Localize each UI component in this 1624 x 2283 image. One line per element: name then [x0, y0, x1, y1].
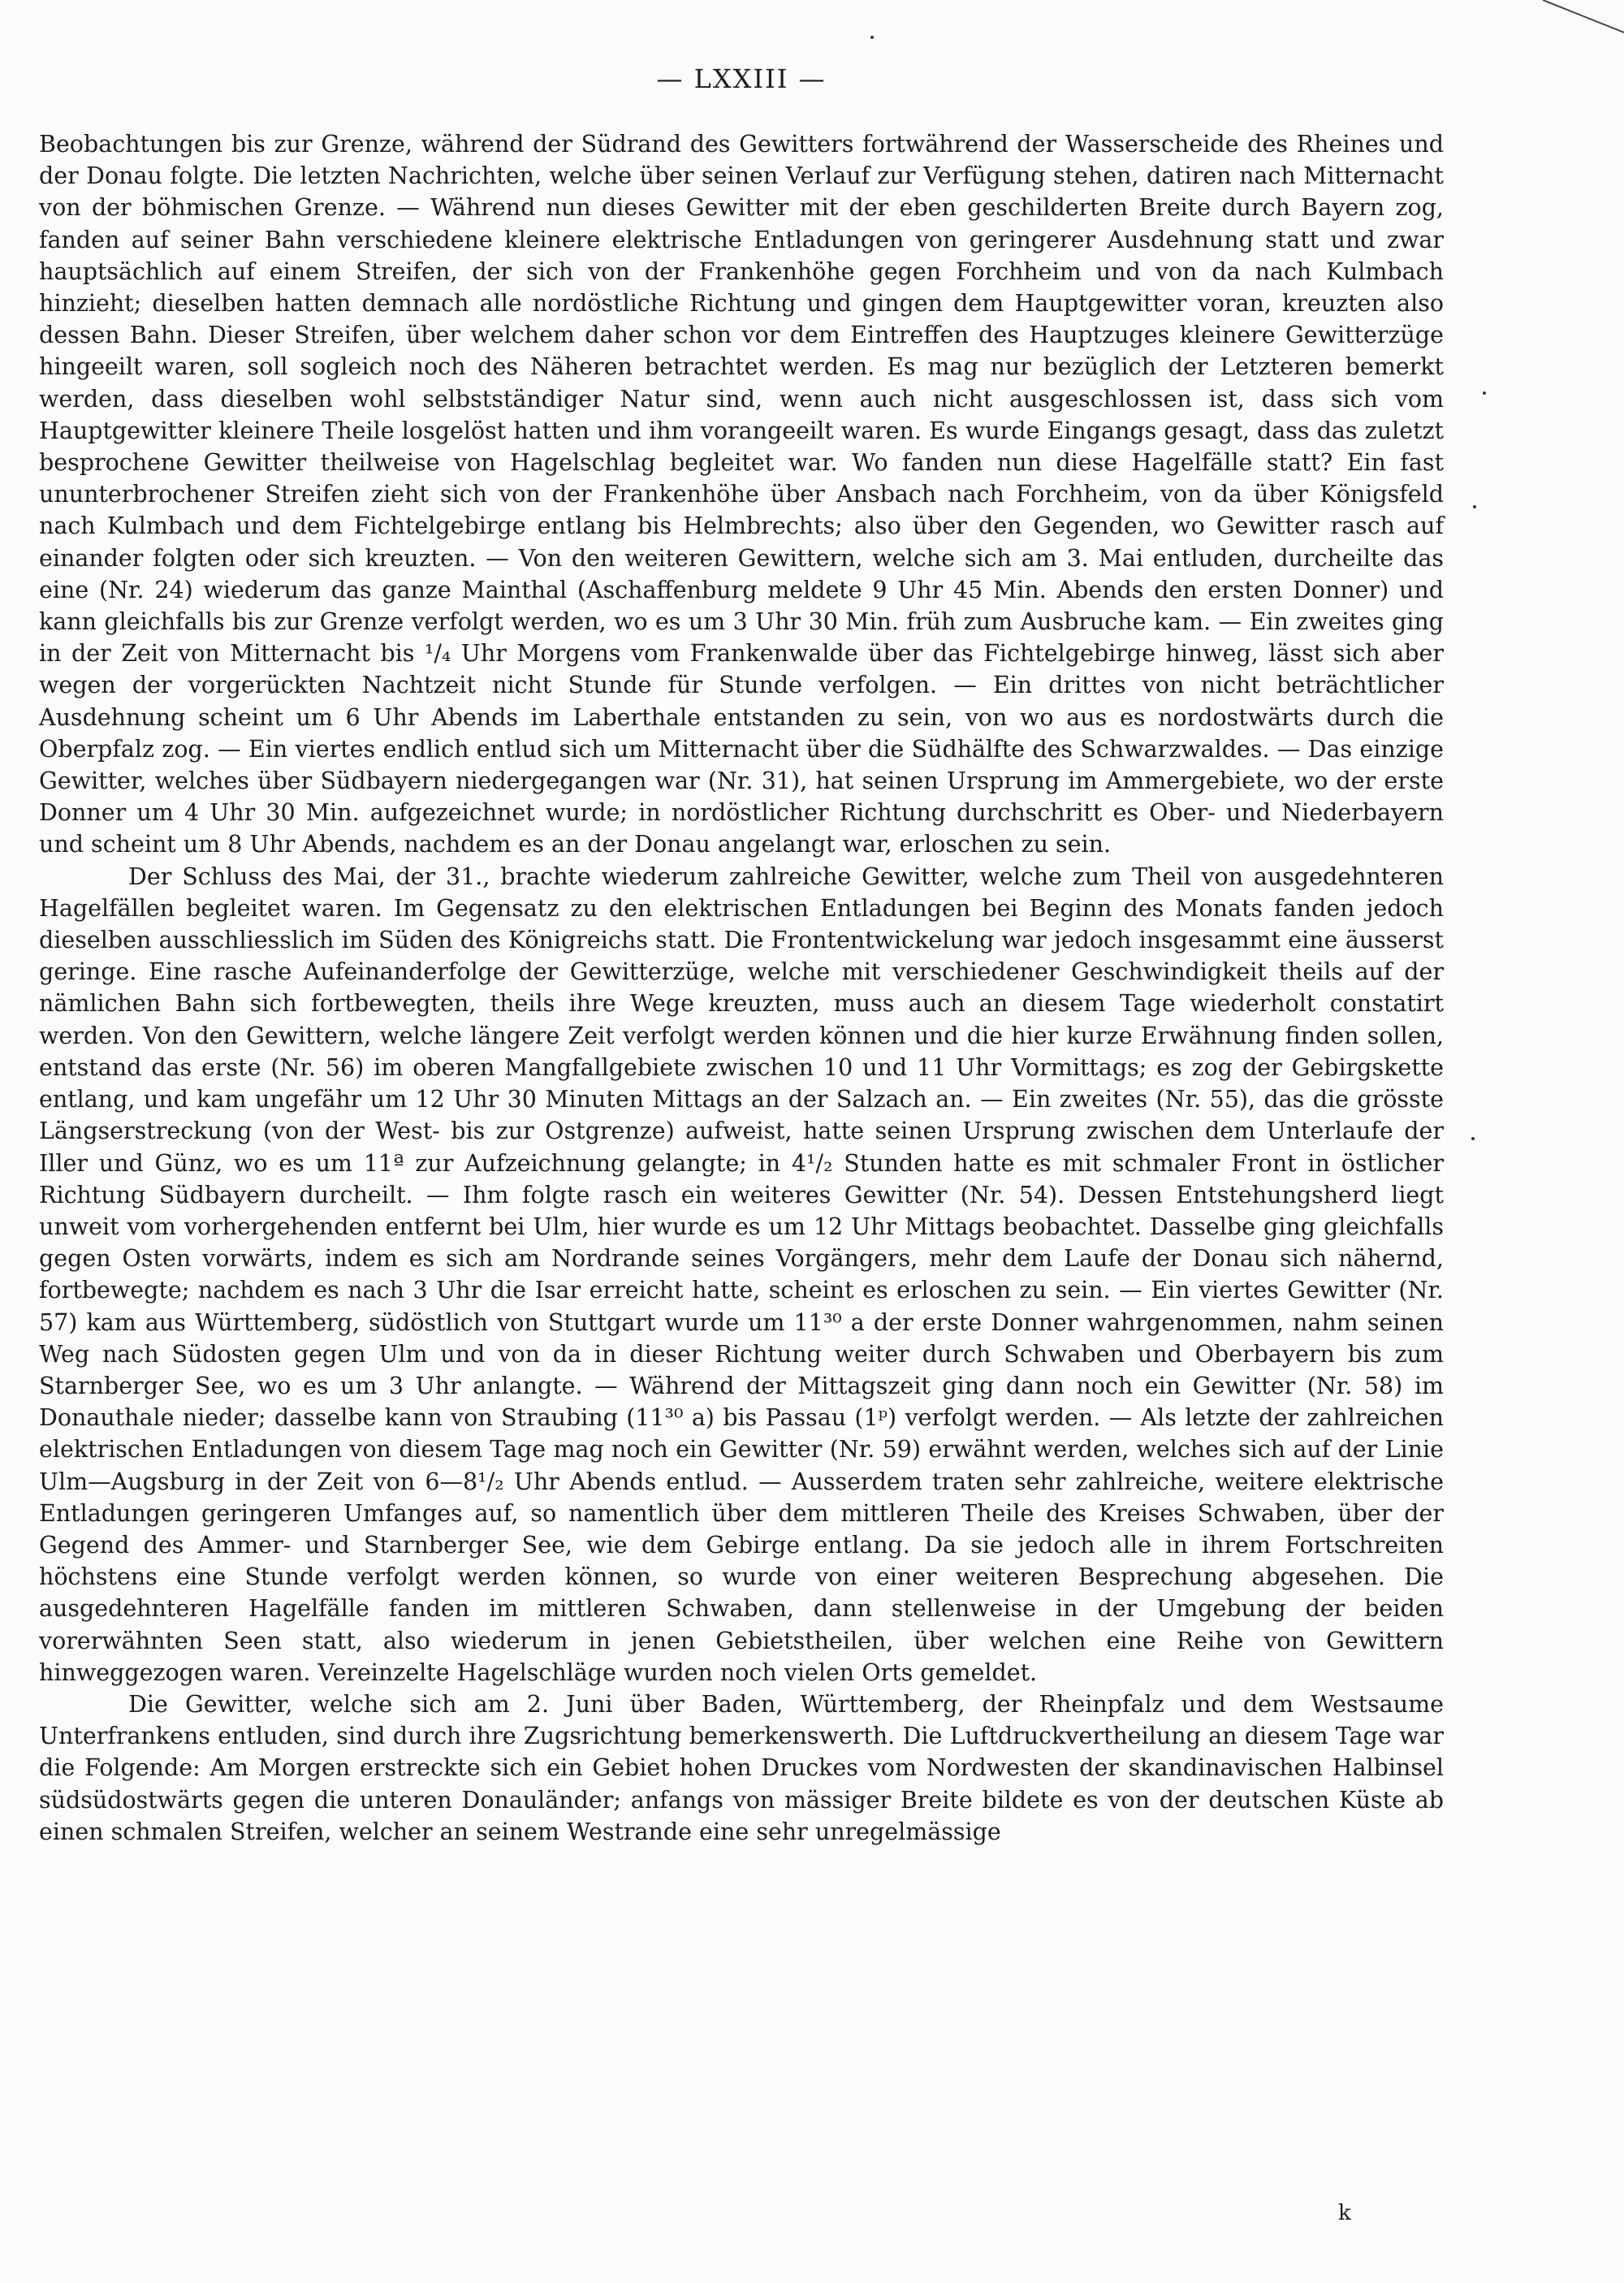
paragraph-3: Die Gewitter, welche sich am 2. Juni über Baden, Württemberg, der Rheinpfalz und dem Westsaume Unterfrankens entluden, sind durch ihre Zugsrichtung bemerkenswerth. Die Luftdruckvertheilung an diesem Tage war die Folgende: Am Morgen erstreckte sich ein Gebiet hohen Druckes vom Nordwesten der skandinavischen Halbinsel südsüdostwärts gegen die unteren Donauländer; anfangs von mässiger Breite bildete es von der deutschen Küste ab einen schmalen Streifen, welcher an seinem Westrande eine sehr unregelmässige: [39, 1690, 1444, 1845]
page-corner-fold: [1527, 0, 1624, 49]
speck-mark: [1473, 505, 1476, 508]
page-number-header: — LXXIII —: [656, 63, 827, 94]
speck-mark: [1483, 391, 1486, 395]
paragraph-1: Beobachtungen bis zur Grenze, während der Südrand des Gewitters fortwährend der Wasserscheide des Rheines und der Donau folgte. Die letzten Nachrichten, welche über seinen Verlauf zur Verfügung stehen, datiren nach Mitternacht von der böhmischen Grenze. — Während nun dieses Gewitter mit der eben geschilderten Breite durch Bayern zog, fanden auf seiner Bahn verschiedene kleinere elektrische Entladungen von geringerer Ausdehnung statt und zwar hauptsächlich auf einem Streifen, der sich von der Frankenhöhe gegen Forchheim und von da nach Kulmbach hinzieht; dieselben hatten demnach alle nordöstliche Richtung und gingen dem Hauptgewitter voran, kreuzten also dessen Bahn. Dieser Streifen, über welchem daher schon vor dem Eintreffen des Hauptzuges kleinere Gewitterzüge hingeeilt waren, soll sogleich noch des Näheren betrachtet werden. Es mag nur bezüglich der Letzteren bemerkt werden, dass dieselben wohl selbstständiger Natur sind, wenn auch nicht ausgeschlossen ist, dass sich vom Hauptgewitter kleinere Theile losgelöst hatten und ihm vorangeeilt waren. Es wurde Eingangs gesagt, dass das zuletzt besprochene Gewitter theilweise von Hagelschlag begleitet war. Wo fanden nun diese Hagelfälle statt? Ein fast ununterbrochener Streifen zieht sich von der Frankenhöhe über Ansbach nach Forchheim, von da über Königsfeld nach Kulmbach und dem Fichtelgebirge entlang bis Helmbrechts; also über den Gegenden, wo Gewitter rasch auf einander folgten oder sich kreuzten. — Von den weiteren Gewittern, welche sich am 3. Mai entluden, durcheilte das eine (Nr. 24) wiederum das ganze Mainthal (Aschaffenburg meldete 9 Uhr 45 Min. Abends den ersten Donner) und kann gleichfalls bis zur Grenze verfolgt werden, wo es um 3 Uhr 30 Min. früh zum Ausbruche kam. — Ein zweites ging in der Zeit von Mitternacht bis ¹/₄ Uhr Morgens vom Frankenwalde über das Fichtelgebirge hinweg, lässt sich aber wegen der vorgerückten Nachtzeit nicht Stunde für Stunde verfolgen. — Ein drittes von nicht beträchtlicher Ausdehnung scheint um 6 Uhr Abends im Laberthale entstanden zu sein, von wo aus es nordostwärts durch die Oberpfalz zog. — Ein viertes endlich entlud sich um Mitternacht über die Südhälfte des Schwarzwaldes. — Das einzige Gewitter, welches über Südbayern niedergegangen war (Nr. 31), hat seinen Ursprung im Ammergebiete, wo der erste Donner um 4 Uhr 30 Min. aufgezeichnet wurde; in nordöstlicher Richtung durchschritt es Ober- und Niederbayern und scheint um 8 Uhr Abends, nachdem es an der Donau angelangt war, erloschen zu sein.: [39, 131, 1444, 858]
paragraph-2: Der Schluss des Mai, der 31., brachte wiederum zahlreiche Gewitter, welche zum Theil von ausgedehnteren Hagelfällen begleitet waren. Im Gegensatz zu den elektrischen Entladungen bei Beginn des Monats fanden jedoch dieselben ausschliesslich im Süden des Königreichs statt. Die Frontentwickelung war jedoch insgesammt eine äusserst geringe. Eine rasche Aufeinanderfolge der Gewitterzüge, welche mit verschiedener Geschwindigkeit theils auf der nämlichen Bahn sich fortbewegten, theils ihre Wege kreuzten, muss auch an diesem Tage wiederholt constatirt werden. Von den Gewittern, welche längere Zeit verfolgt werden können und die hier kurze Erwähnung finden sollen, entstand das erste (Nr. 56) im oberen Mangfallgebiete zwischen 10 und 11 Uhr Vormittags; es zog der Gebirgskette entlang, und kam ungefähr um 12 Uhr 30 Minuten Mittags an der Salzach an. — Ein zweites (Nr. 55), das die grösste Längserstreckung (von der West- bis zur Ostgrenze) aufweist, hatte seinen Ursprung zwischen dem Unterlaufe der Iller und Günz, wo es um 11ª zur Aufzeichnung gelangte; in 4¹/₂ Stunden hatte es mit schmaler Front in östlicher Richtung Südbayern durcheilt. — Ihm folgte rasch ein weiteres Gewitter (Nr. 54). Dessen Entstehungsherd liegt unweit vom vorhergehenden entfernt bei Ulm, hier wurde es um 12 Uhr Mittags beobachtet. Dasselbe ging gleichfalls gegen Osten vorwärts, indem es sich am Nordrande seines Vorgängers, mehr dem Laufe der Donau sich nähernd, fortbewegte; nachdem es nach 3 Uhr die Isar erreicht hatte, scheint es erloschen zu sein. — Ein viertes Gewitter (Nr. 57) kam aus Württemberg, südöstlich von Stuttgart wurde um 11³⁰ a der erste Donner wahrgenommen, nahm seinen Weg nach Südosten gegen Ulm und von da in dieser Richtung weiter durch Schwaben und Oberbayern bis zum Starnberger See, wo es um 3 Uhr anlangte. — Während der Mittagszeit ging dann noch ein Gewitter (Nr. 58) im Donauthale nieder; dasselbe kann von Straubing (11³⁰ a) bis Passau (1ᵖ) verfolgt werden. — Als letzte der zahlreichen elektrischen Entladungen von diesem Tage mag noch ein Gewitter (Nr. 59) erwähnt werden, welches sich auf der Linie Ulm—Augsburg in der Zeit von 6—8¹/₂ Uhr Abends entlud. — Ausserdem traten sehr zahlreiche, weitere elektrische Entladungen geringeren Umfanges auf, so namentlich über dem mittleren Theile des Kreises Schwaben, über der Gegend des Ammer- und Starnberger See, wie dem Gebirge entlang. Da sie jedoch alle in ihrem Fortschreiten höchstens eine Stunde verfolgt werden können, so wurde von einer weiteren Besprechung abgesehen. Die ausgedehnteren Hagelfälle fanden im mittleren Schwaben, dann stellenweise in der Umgebung der beiden vorerwähnten Seen statt, also wiederum in jenen Gebietstheilen, über welchen eine Reihe von Gewittern hinweggezogen waren. Vereinzelte Hagelschläge wurden noch vielen Orts gemeldet.: [39, 863, 1444, 1686]
speck-mark: [870, 36, 874, 39]
signature-mark: k: [1338, 2201, 1351, 2225]
body-text: [39, 128, 1444, 1848]
speck-mark: [1471, 1137, 1475, 1140]
